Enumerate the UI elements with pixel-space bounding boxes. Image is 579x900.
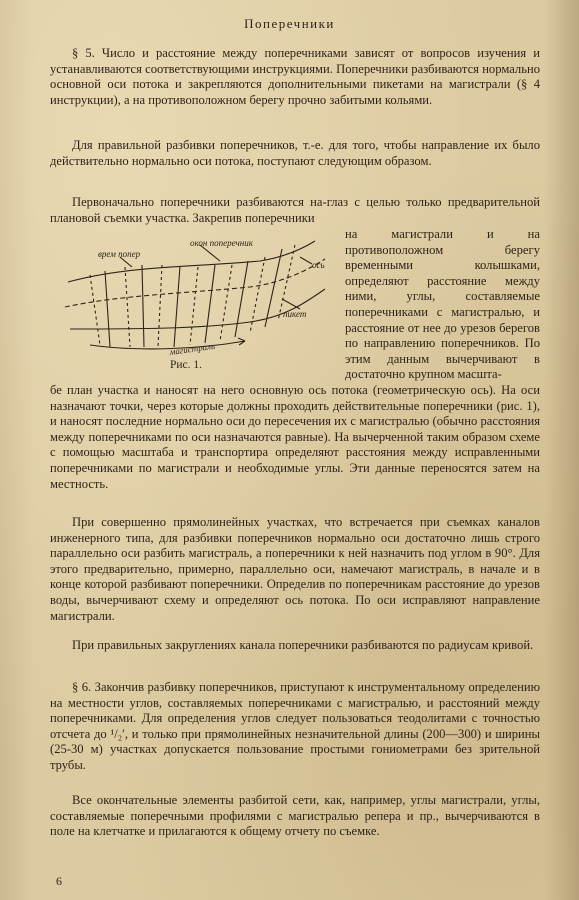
label-okon-poperechnik: окон поперечник — [190, 238, 253, 248]
label-piket: пикет — [283, 309, 307, 319]
running-header: Поперечники — [244, 16, 335, 31]
paragraph-section-6: § 6. Закончив разбивку поперечников, приступают к инструментальному определению на местности углов, составляемых поперечниками с магистралью, и расстояний между поперечниками. Для определения углов следует пользоваться теодолитами с точностью отсчета до ¹/₂′, и только при прямолинейных незначительной длины (200—300) и ширины (25-30 м) участках допускается пользование простыми гониометрами без зрительной трубы. — [50, 680, 540, 772]
page-number: 6 — [56, 874, 62, 888]
figure-caption: Рис. 1. — [170, 359, 203, 371]
paragraph-5: При правильных закруглениях канала поперечники разбиваются по радиусам кривой. — [72, 638, 534, 652]
label-vrem-poper: врем попер — [98, 249, 141, 259]
paragraph-3-column: на магистрали и на противоположном берегу временными колышками, определяют расстояние между ними, углы, составляемые поперечниками с магистралью, и расстояние от нее до урезов берегов по направлению поперечников. По этим данным вычерчивают в достаточно крупном масшта- — [345, 227, 540, 382]
paragraph-3-bottom: бе план участка и наносят на него основную ось потока (геометрическую ось). На оси назначают точки, через которые должны проходить действительные поперечники (рис. 1), и наносят последние нормально оси до пересечения их с магистралью (обычно расстояния между поперечниками по оси назначаются равные). На вычерченной таким образом схеме с помощью масштаба и транспортира определяют расстояния между исправленными поперечниками по магистрали и необходимые углы. Эти данные переносятся затем на местность. — [50, 383, 540, 491]
paragraph-4: При совершенно прямолинейных участках, что встречается при съемках каналов инженерного типа, для разбивки поперечников нормально оси достаточно лишь строго параллельно оси разбить магистраль, а поперечники к ней назначить под углом в 90°. Для этого предварительно, примерно, параллельно оси, намечают магистраль, в начале и в конце которой разбивают поперечники. Определив по поперечникам расстояние до урезов воды, вычерчивают схему и определяют ось потока. По оси исправляют направление магистрали. — [50, 515, 540, 623]
paragraph-2: Для правильной разбивки поперечников, т.-е. для того, чтобы направление их было действительно нормально оси потока, поступают следующим образом. — [50, 138, 540, 168]
magistral-arrow-line — [90, 341, 245, 349]
label-magistral: магистраль — [168, 340, 216, 357]
label-os: ось — [312, 260, 325, 270]
paragraph-7: Все окончательные элементы разбитой сети, как, например, углы магистрали, углы, составляемые поперечными профилями с магистралью репера и пр., вычерчиваются в поле на клетчатке и прилагаются к общему отчету по съемке. — [50, 793, 540, 839]
paragraph-section-5: § 5. Число и расстояние между поперечниками зависят от вопросов изучения и устанавливаются соответствующими инструкциями. Поперечники разбиваются нормально основной оси потока и закрепляются дополнительными пикетами на магистрали (§ 4 инструкции), а на противоположном берегу прочно забитыми кольями. — [50, 46, 540, 107]
paragraph-3-top: Первоначально поперечники разбиваются на-глаз с целью только предварительной плановой съемки участка. Закрепив поперечники — [50, 195, 540, 225]
